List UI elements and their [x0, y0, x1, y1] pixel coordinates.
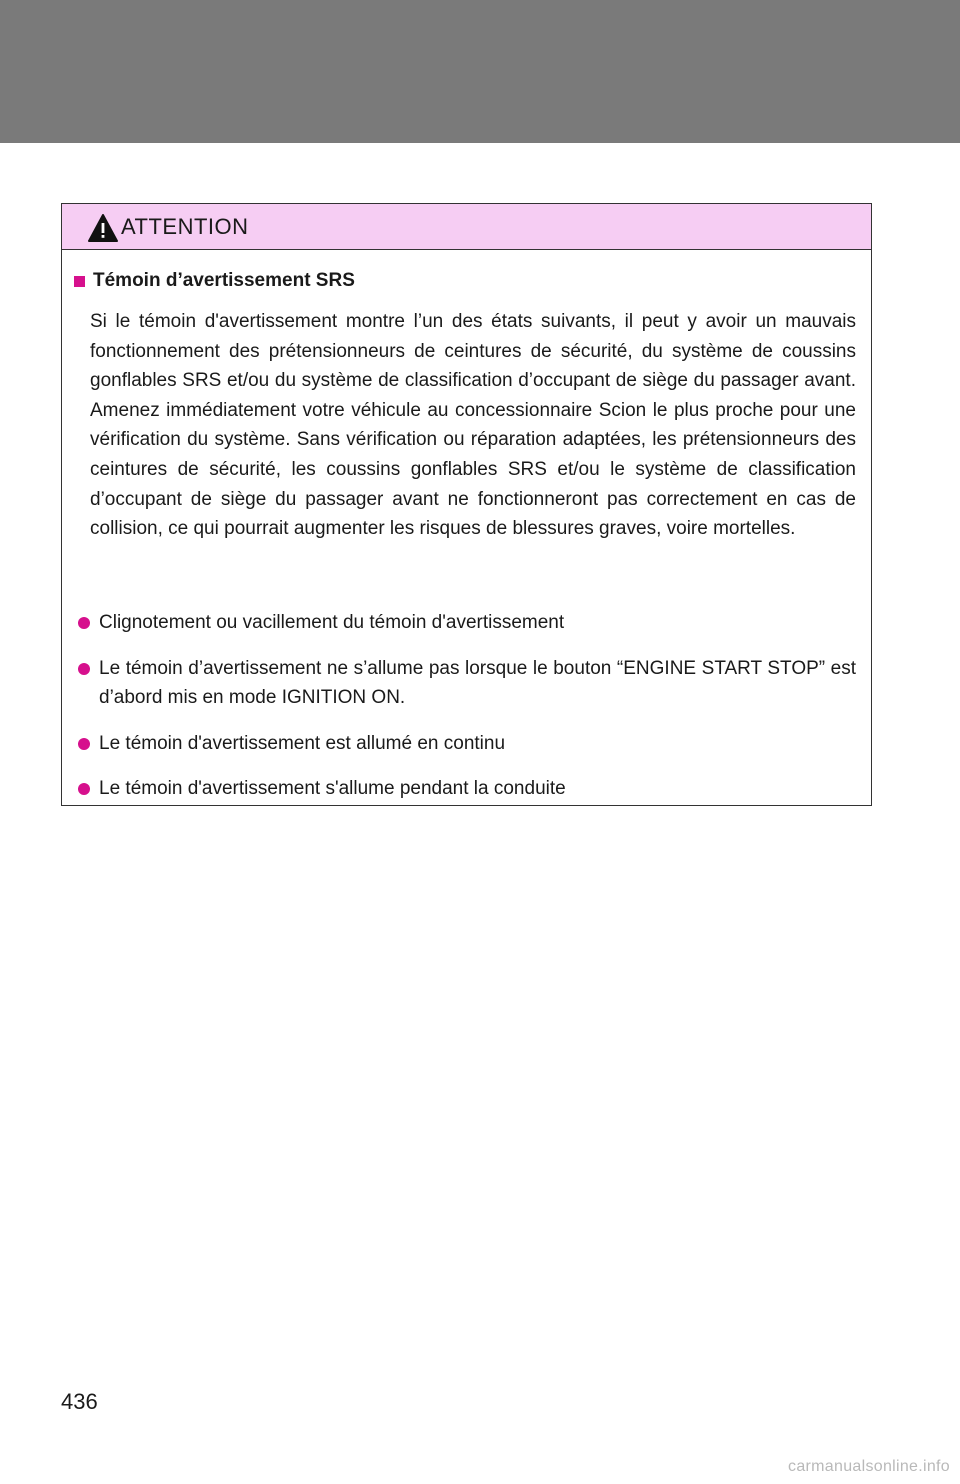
round-bullet-icon: [78, 783, 90, 795]
round-bullet-icon: [78, 617, 90, 629]
page-header-band: [0, 0, 960, 143]
section-heading: [74, 270, 355, 292]
round-bullet-icon: [78, 738, 90, 750]
attention-box: [61, 203, 872, 806]
warning-triangle-icon: [87, 213, 119, 243]
page-number: 436: [61, 1389, 98, 1414]
list-item-text: Le témoin d’avertissement ne s’allume pas lorsque le bouton “ENGINE START STOP” est d’abord mis en mode IGNITION ON.: [99, 657, 856, 709]
warning-paragraph: Si le témoin d'avertissement montre l’un des états suivants, il peut y avoir un mauvais fonctionnement des prétensionneurs de ceintures de sécurité, du système de coussins gonflables SRS et/ou du système de classification d’occupant de siège du passager avant. Amenez immédiatement votre véhicule au concessionnaire Scion le plus proche pour une vérification du système. Sans vérification ou réparation adaptées, les prétensionneurs des ceintures de sécurité, les coussins gonflables SRS et/ou le système de classification d’occupant de siège du passager avant ne fonctionneront pas correctement en cas de collision, ce qui pourrait augmenter les risques de blessures graves, voire mortelles.: [90, 311, 856, 540]
section-title-text: Témoin d’avertissement SRS: [93, 270, 355, 291]
list-item: [78, 729, 856, 759]
attention-title: ATTENTION: [121, 214, 249, 239]
list-item-text: Clignotement ou vacillement du témoin d'avertissement: [99, 612, 565, 633]
list-item-text: Le témoin d'avertissement est allumé en continu: [99, 732, 506, 754]
list-item: [78, 654, 856, 713]
square-bullet-icon: [74, 276, 85, 287]
round-bullet-icon: [78, 663, 90, 675]
condition-list: [78, 608, 856, 820]
list-item: [78, 774, 856, 804]
watermark-text: carmanualsonline.info: [788, 1458, 950, 1475]
attention-header: [62, 204, 871, 250]
list-item: [78, 608, 856, 638]
list-item-text: Le témoin d'avertissement s'allume pendant la conduite: [99, 778, 566, 800]
